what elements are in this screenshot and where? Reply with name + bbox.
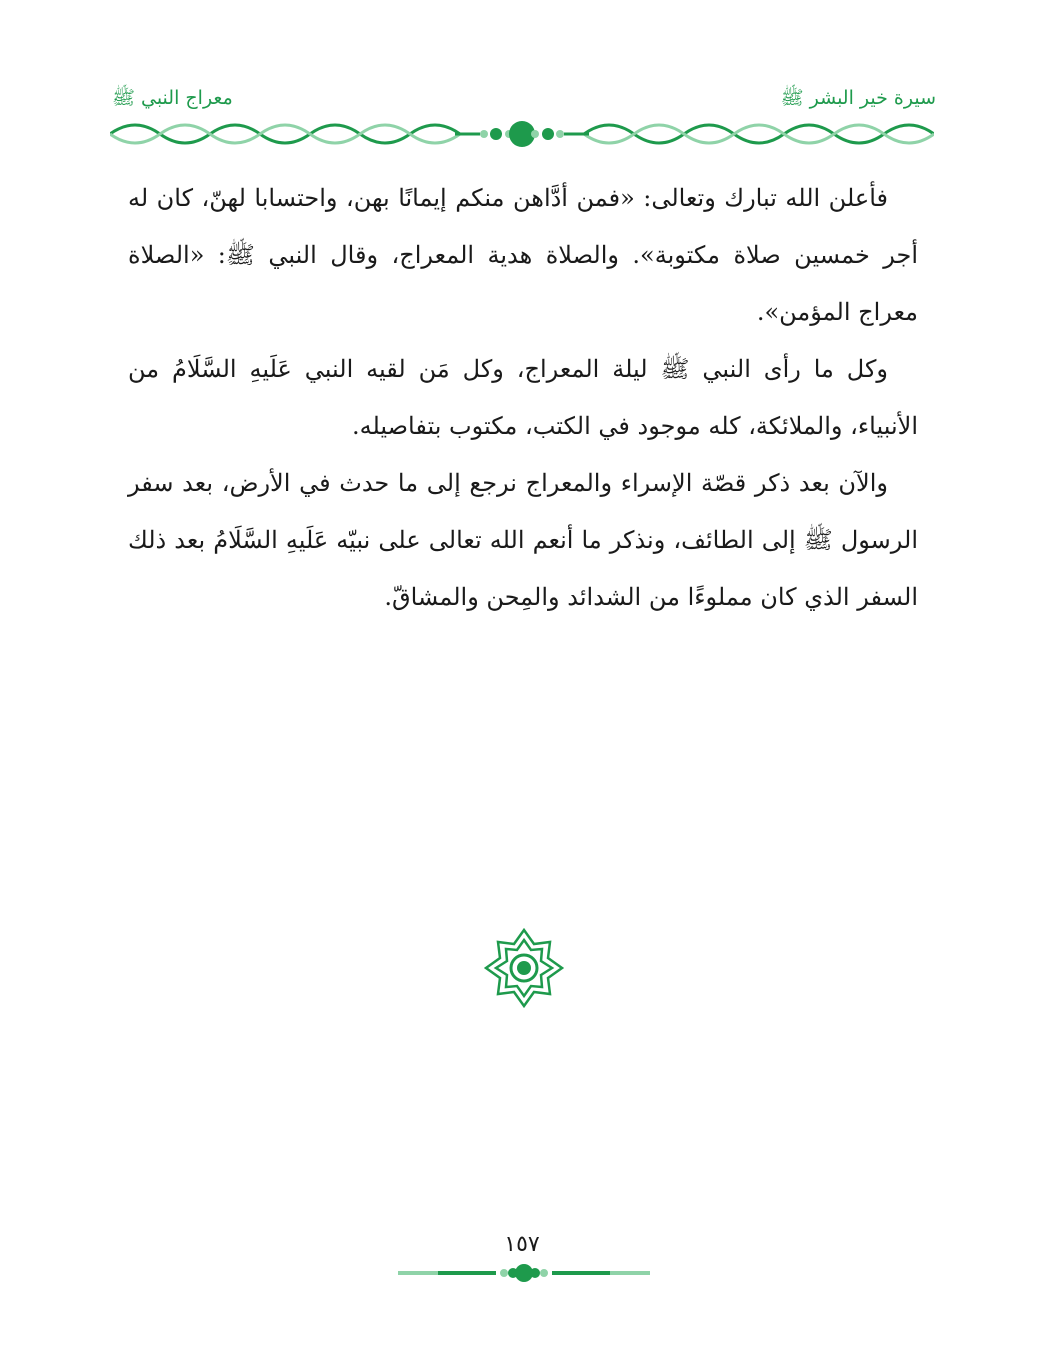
paragraph: وكل ما رأى النبي ﷺ ليلة المعراج، وكل مَن لقيه النبي عَلَيهِ السَّلَامُ من الأنبياء، والملائكة، كله موجود في الكتب، مكتوب بتفاصيله. <box>128 355 918 440</box>
header-wave-ornament-icon <box>110 112 934 156</box>
page-body <box>128 170 918 626</box>
paragraph: فأعلن الله تبارك وتعالى: «فمن أدَّاهن منكم إيمانًا بهن، واحتسابا لهنّ، كان له أجر خمسين صلاة مكتوبة». والصلاة هدية المعراج، وقال النبي ﷺ: «الصلاة معراج المؤمن». <box>128 184 918 326</box>
chapter-title: معراج النبي ﷺ <box>112 87 233 109</box>
book-title: سيرة خير البشر ﷺ <box>780 87 936 109</box>
paragraph: والآن بعد ذكر قصّة الإسراء والمعراج نرجع إلى ما حدث في الأرض، بعد سفر الرسول ﷺ إلى الطائف، ونذكر ما أنعم الله تعالى على نبيّه عَلَيهِ السَّلَامُ بعد ذلك السفر الذي كان مملوءًا من الشدائد والمِحن والمشاقّ. <box>128 469 918 611</box>
footer-line-ornament-icon <box>398 1262 650 1284</box>
page-number: ١٥٧ <box>504 1232 540 1257</box>
rosette-ornament-icon <box>484 928 564 1008</box>
